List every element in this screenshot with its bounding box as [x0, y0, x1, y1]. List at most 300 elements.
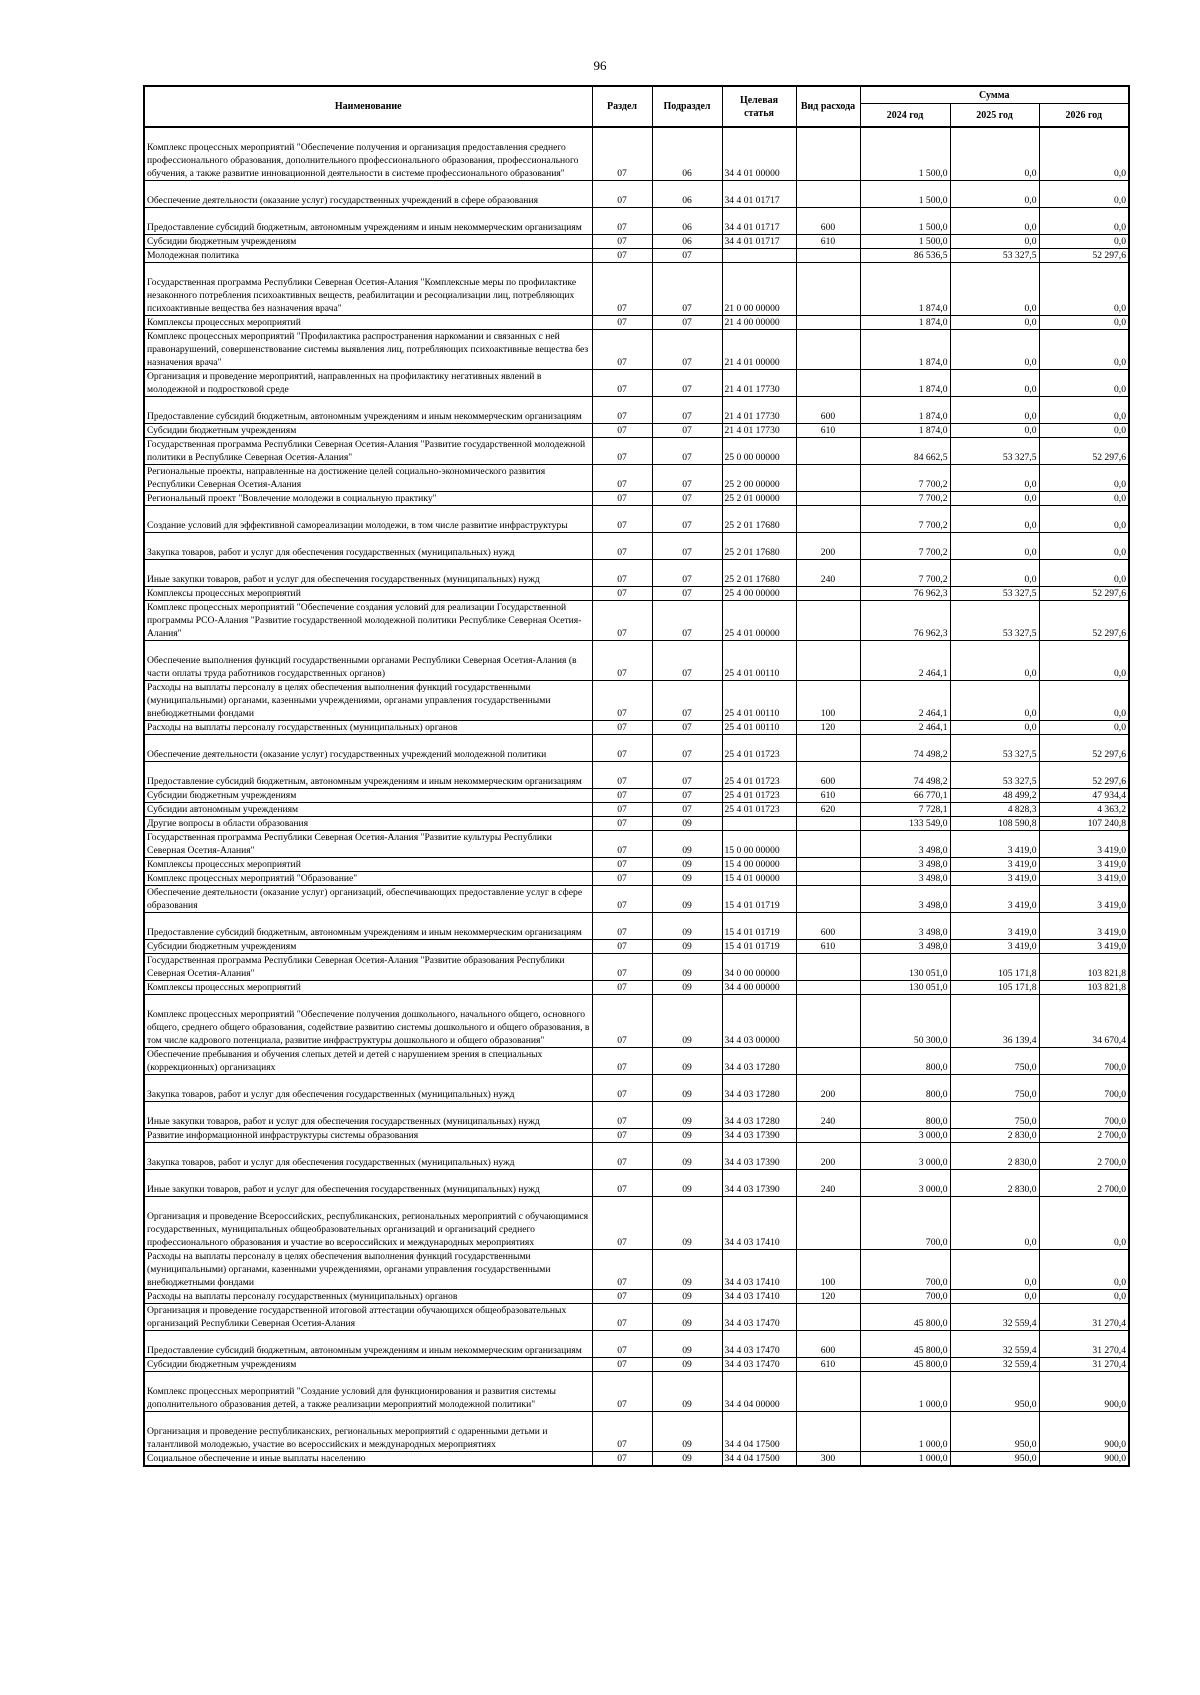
table-row [144, 423, 1129, 437]
row-name: Другие вопросы в области образования [144, 816, 592, 830]
table-row [144, 816, 1129, 830]
row-target-article: 34 4 03 00000 [722, 994, 796, 1047]
table-row [144, 1411, 1129, 1451]
row-sum-2024: 130 051,0 [860, 953, 950, 980]
row-subsection: 06 [652, 234, 722, 248]
table-row [144, 994, 1129, 1047]
table-row [144, 1074, 1129, 1101]
row-expense-type: 240 [796, 1101, 860, 1128]
row-sum-2026: 52 297,6 [1039, 734, 1129, 761]
row-target-article: 34 4 03 17390 [722, 1169, 796, 1196]
row-section: 07 [592, 734, 652, 761]
row-sum-2024: 2 464,1 [860, 680, 950, 720]
row-sum-2025: 0,0 [950, 532, 1039, 559]
row-sum-2024: 1 874,0 [860, 262, 950, 315]
row-name: Обеспечение деятельности (оказание услуг) организаций, обеспечивающих предоставление услуг в сфере образования [144, 885, 592, 912]
row-sum-2024: 700,0 [860, 1196, 950, 1249]
row-section: 07 [592, 532, 652, 559]
row-target-article: 25 4 01 00110 [722, 720, 796, 734]
table-row [144, 939, 1129, 953]
header-subsection: Подраздел [652, 86, 722, 127]
header-target-article: Целевая статья [722, 86, 796, 127]
row-expense-type: 240 [796, 559, 860, 586]
row-subsection: 07 [652, 734, 722, 761]
table-row [144, 885, 1129, 912]
table-row [144, 437, 1129, 464]
row-section: 07 [592, 1128, 652, 1142]
row-sum-2025: 2 830,0 [950, 1169, 1039, 1196]
row-sum-2024: 45 800,0 [860, 1303, 950, 1330]
row-sum-2025: 0,0 [950, 491, 1039, 505]
row-target-article: 34 4 01 00000 [722, 127, 796, 180]
row-sum-2026: 2 700,0 [1039, 1142, 1129, 1169]
row-section: 07 [592, 980, 652, 994]
row-name: Комплекс процессных мероприятий "Обеспечение получения дошкольного, начального общего, основного общего, среднего общего образования, содействие развитию системы дошкольного и общего образования, в том числе кадрового потенциала, развитие инфраструктуры дошкольного и общего образования" [144, 994, 592, 1047]
row-name: Социальное обеспечение и иные выплаты населению [144, 1451, 592, 1466]
row-expense-type [796, 369, 860, 396]
row-section: 07 [592, 1169, 652, 1196]
row-sum-2024: 1 874,0 [860, 369, 950, 396]
row-name: Закупка товаров, работ и услуг для обеспечения государственных (муниципальных) нужд [144, 1142, 592, 1169]
row-section: 07 [592, 912, 652, 939]
row-sum-2024: 3 498,0 [860, 871, 950, 885]
row-sum-2026: 700,0 [1039, 1101, 1129, 1128]
row-name: Комплексы процессных мероприятий [144, 315, 592, 329]
row-target-article: 34 4 03 17280 [722, 1101, 796, 1128]
row-sum-2025: 2 830,0 [950, 1142, 1039, 1169]
row-sum-2026: 0,0 [1039, 234, 1129, 248]
row-sum-2025: 0,0 [950, 1289, 1039, 1303]
row-sum-2026: 900,0 [1039, 1371, 1129, 1411]
row-target-article: 25 4 00 00000 [722, 586, 796, 600]
row-name: Закупка товаров, работ и услуг для обеспечения государственных (муниципальных) нужд [144, 1074, 592, 1101]
row-expense-type: 610 [796, 788, 860, 802]
table-row [144, 262, 1129, 315]
header-year-2025: 2025 год [950, 104, 1039, 128]
row-sum-2025: 0,0 [950, 262, 1039, 315]
row-sum-2025: 0,0 [950, 207, 1039, 234]
row-sum-2024: 700,0 [860, 1289, 950, 1303]
row-target-article: 25 2 01 17680 [722, 559, 796, 586]
budget-table [143, 85, 1130, 1467]
row-sum-2024: 1 500,0 [860, 127, 950, 180]
row-section: 07 [592, 437, 652, 464]
row-name: Закупка товаров, работ и услуг для обеспечения государственных (муниципальных) нужд [144, 532, 592, 559]
table-row [144, 802, 1129, 816]
row-sum-2025: 3 419,0 [950, 912, 1039, 939]
row-expense-type: 610 [796, 1357, 860, 1371]
table-row [144, 1330, 1129, 1357]
row-name: Комплекс процессных мероприятий "Обеспечение получения и организация предоставления среднего профессионального образования, дополнительного профессионального образования, профессионального обучения, а также развитие инновационной деятельности в системе профессионального образования" [144, 127, 592, 180]
row-section: 07 [592, 1074, 652, 1101]
row-name: Региональный проект "Вовлечение молодежи в социальную практику" [144, 491, 592, 505]
row-section: 07 [592, 315, 652, 329]
row-sum-2025: 0,0 [950, 1249, 1039, 1289]
row-name: Предоставление субсидий бюджетным, автономным учреждениям и иным некоммерческим организациям [144, 396, 592, 423]
row-expense-type: 300 [796, 1451, 860, 1466]
row-sum-2025: 53 327,5 [950, 437, 1039, 464]
row-name: Обеспечение деятельности (оказание услуг) государственных учреждений молодежной политики [144, 734, 592, 761]
row-expense-type: 120 [796, 1289, 860, 1303]
row-target-article: 34 4 03 17410 [722, 1196, 796, 1249]
row-sum-2026: 0,0 [1039, 329, 1129, 369]
row-subsection: 09 [652, 980, 722, 994]
row-sum-2026: 0,0 [1039, 423, 1129, 437]
row-name: Развитие информационной инфраструктуры системы образования [144, 1128, 592, 1142]
row-subsection: 09 [652, 1289, 722, 1303]
row-sum-2025: 3 419,0 [950, 871, 1039, 885]
row-section: 07 [592, 127, 652, 180]
row-sum-2025: 53 327,5 [950, 248, 1039, 262]
row-subsection: 09 [652, 1101, 722, 1128]
table-row [144, 180, 1129, 207]
row-sum-2026: 0,0 [1039, 127, 1129, 180]
row-expense-type [796, 816, 860, 830]
row-target-article: 15 4 00 00000 [722, 857, 796, 871]
table-row [144, 1128, 1129, 1142]
row-name: Расходы на выплаты персоналу государственных (муниципальных) органов [144, 1289, 592, 1303]
row-subsection: 09 [652, 939, 722, 953]
row-sum-2024: 74 498,2 [860, 734, 950, 761]
row-subsection: 09 [652, 1451, 722, 1466]
row-name: Субсидии бюджетным учреждениям [144, 939, 592, 953]
row-sum-2026: 0,0 [1039, 1249, 1129, 1289]
row-expense-type [796, 640, 860, 680]
table-row [144, 1196, 1129, 1249]
row-name: Комплекс процессных мероприятий "Создание условий для функционирования и развития системы дополнительного образования детей, а также реализации мероприятий молодежной политики" [144, 1371, 592, 1411]
table-row [144, 1047, 1129, 1074]
row-section: 07 [592, 586, 652, 600]
row-sum-2026: 4 363,2 [1039, 802, 1129, 816]
row-sum-2026: 0,0 [1039, 680, 1129, 720]
row-sum-2024: 1 874,0 [860, 315, 950, 329]
row-section: 07 [592, 369, 652, 396]
row-sum-2024: 1 874,0 [860, 329, 950, 369]
row-subsection: 09 [652, 1411, 722, 1451]
row-sum-2026: 47 934,4 [1039, 788, 1129, 802]
row-sum-2025: 0,0 [950, 559, 1039, 586]
row-section: 07 [592, 1196, 652, 1249]
row-sum-2026: 0,0 [1039, 491, 1129, 505]
row-sum-2026: 0,0 [1039, 369, 1129, 396]
row-name: Молодежная политика [144, 248, 592, 262]
row-target-article: 25 4 01 00110 [722, 640, 796, 680]
row-expense-type [796, 830, 860, 857]
header-section: Раздел [592, 86, 652, 127]
row-sum-2025: 0,0 [950, 329, 1039, 369]
row-sum-2026: 3 419,0 [1039, 912, 1129, 939]
row-sum-2026: 0,0 [1039, 505, 1129, 532]
row-subsection: 09 [652, 953, 722, 980]
table-row [144, 761, 1129, 788]
row-expense-type [796, 871, 860, 885]
row-sum-2025: 53 327,5 [950, 734, 1039, 761]
row-expense-type [796, 1411, 860, 1451]
row-subsection: 09 [652, 885, 722, 912]
row-subsection: 07 [652, 559, 722, 586]
table-row [144, 980, 1129, 994]
row-subsection: 09 [652, 1074, 722, 1101]
row-section: 07 [592, 464, 652, 491]
row-target-article: 34 4 03 17280 [722, 1047, 796, 1074]
row-target-article: 15 4 01 01719 [722, 912, 796, 939]
row-sum-2026: 0,0 [1039, 532, 1129, 559]
row-subsection: 07 [652, 315, 722, 329]
row-sum-2026: 0,0 [1039, 640, 1129, 680]
table-row [144, 1371, 1129, 1411]
row-section: 07 [592, 640, 652, 680]
row-sum-2026: 3 419,0 [1039, 871, 1129, 885]
row-target-article: 34 4 03 17280 [722, 1074, 796, 1101]
row-sum-2024: 2 464,1 [860, 640, 950, 680]
row-section: 07 [592, 939, 652, 953]
row-subsection: 09 [652, 857, 722, 871]
row-subsection: 07 [652, 491, 722, 505]
row-expense-type [796, 586, 860, 600]
row-sum-2024: 45 800,0 [860, 1330, 950, 1357]
row-sum-2026: 0,0 [1039, 559, 1129, 586]
row-name: Обеспечение пребывания и обучения слепых детей и детей с нарушением зрения в специальных (коррекционных) организациях [144, 1047, 592, 1074]
row-section: 07 [592, 1411, 652, 1451]
row-section: 07 [592, 505, 652, 532]
row-target-article [722, 248, 796, 262]
row-name: Государственная программа Республики Северная Осетия-Алания "Комплексные меры по профилактике незаконного потребления психоактивных веществ, реабилитации и ресоциализации лиц, потребляющих психоактивные вещества без назначения врача" [144, 262, 592, 315]
row-sum-2025: 0,0 [950, 396, 1039, 423]
row-sum-2025: 3 419,0 [950, 885, 1039, 912]
row-expense-type [796, 1196, 860, 1249]
row-section: 07 [592, 248, 652, 262]
row-subsection: 07 [652, 586, 722, 600]
row-sum-2026: 52 297,6 [1039, 761, 1129, 788]
row-name: Государственная программа Республики Северная Осетия-Алания "Развитие государственной молодежной политики в Республике Северная Осетия-Алания" [144, 437, 592, 464]
row-sum-2024: 7 700,2 [860, 532, 950, 559]
row-name: Субсидии бюджетным учреждениям [144, 788, 592, 802]
row-sum-2026: 3 419,0 [1039, 857, 1129, 871]
row-name: Обеспечение выполнения функций государственными органами Республики Северная Осетия-Алания (в части оплаты труда работников государственных органов) [144, 640, 592, 680]
row-subsection: 09 [652, 830, 722, 857]
row-sum-2026: 700,0 [1039, 1047, 1129, 1074]
row-subsection: 09 [652, 1047, 722, 1074]
table-row [144, 912, 1129, 939]
row-name: Организация и проведение республиканских, региональных мероприятий с одаренными детьми и талантливой молодежью, участие во всероссийских и международных мероприятиях [144, 1411, 592, 1451]
row-sum-2026: 0,0 [1039, 180, 1129, 207]
row-section: 07 [592, 491, 652, 505]
table-row [144, 396, 1129, 423]
row-sum-2026: 3 419,0 [1039, 939, 1129, 953]
row-sum-2025: 0,0 [950, 505, 1039, 532]
table-row [144, 532, 1129, 559]
row-name: Предоставление субсидий бюджетным, автономным учреждениям и иным некоммерческим организациям [144, 761, 592, 788]
table-row [144, 586, 1129, 600]
table-row [144, 1249, 1129, 1289]
row-target-article: 21 4 00 00000 [722, 315, 796, 329]
row-sum-2025: 0,0 [950, 369, 1039, 396]
row-section: 07 [592, 1249, 652, 1289]
row-sum-2025: 53 327,5 [950, 586, 1039, 600]
row-target-article: 15 4 01 01719 [722, 885, 796, 912]
header-sum: Сумма [860, 86, 1129, 104]
row-name: Предоставление субсидий бюджетным, автономным учреждениям и иным некоммерческим организациям [144, 1330, 592, 1357]
row-subsection: 07 [652, 505, 722, 532]
row-sum-2024: 800,0 [860, 1074, 950, 1101]
row-sum-2025: 750,0 [950, 1074, 1039, 1101]
row-subsection: 09 [652, 816, 722, 830]
row-name: Государственная программа Республики Северная Осетия-Алания "Развитие образования Республики Северная Осетия-Алания" [144, 953, 592, 980]
row-target-article: 21 4 01 00000 [722, 329, 796, 369]
row-sum-2026: 34 670,4 [1039, 994, 1129, 1047]
row-name: Расходы на выплаты персоналу в целях обеспечения выполнения функций государственными (муниципальными) органами, казенными учреждениями, органами управления государственными внебюджетными фондами [144, 680, 592, 720]
row-sum-2026: 700,0 [1039, 1074, 1129, 1101]
row-target-article: 34 4 00 00000 [722, 980, 796, 994]
table-row [144, 1169, 1129, 1196]
row-section: 07 [592, 1451, 652, 1466]
row-sum-2026: 900,0 [1039, 1451, 1129, 1466]
row-name: Субсидии бюджетным учреждениям [144, 234, 592, 248]
row-target-article: 34 4 03 17470 [722, 1330, 796, 1357]
row-subsection: 07 [652, 262, 722, 315]
row-section: 07 [592, 1330, 652, 1357]
row-section: 07 [592, 262, 652, 315]
row-subsection: 07 [652, 600, 722, 640]
table-row [144, 871, 1129, 885]
row-subsection: 09 [652, 1330, 722, 1357]
row-sum-2026: 3 419,0 [1039, 885, 1129, 912]
row-sum-2025: 32 559,4 [950, 1330, 1039, 1357]
row-sum-2025: 0,0 [950, 234, 1039, 248]
row-subsection: 09 [652, 1128, 722, 1142]
header-year-2026: 2026 год [1039, 104, 1129, 128]
row-target-article: 34 4 04 17500 [722, 1411, 796, 1451]
table-row [144, 953, 1129, 980]
row-section: 07 [592, 423, 652, 437]
row-expense-type [796, 1047, 860, 1074]
row-target-article: 15 0 00 00000 [722, 830, 796, 857]
row-section: 07 [592, 1047, 652, 1074]
table-row [144, 559, 1129, 586]
row-sum-2025: 0,0 [950, 1196, 1039, 1249]
row-expense-type: 240 [796, 1169, 860, 1196]
row-sum-2025: 36 139,4 [950, 994, 1039, 1047]
row-subsection: 06 [652, 180, 722, 207]
row-section: 07 [592, 871, 652, 885]
row-subsection: 07 [652, 640, 722, 680]
row-section: 07 [592, 1142, 652, 1169]
table-row [144, 734, 1129, 761]
row-sum-2025: 0,0 [950, 423, 1039, 437]
row-target-article: 25 2 01 17680 [722, 505, 796, 532]
row-sum-2025: 3 419,0 [950, 830, 1039, 857]
row-section: 07 [592, 1289, 652, 1303]
row-expense-type [796, 953, 860, 980]
row-sum-2024: 7 700,2 [860, 559, 950, 586]
row-section: 07 [592, 802, 652, 816]
row-name: Субсидии автономным учреждениям [144, 802, 592, 816]
row-subsection: 06 [652, 207, 722, 234]
row-sum-2025: 32 559,4 [950, 1303, 1039, 1330]
row-expense-type: 200 [796, 532, 860, 559]
row-sum-2024: 1 874,0 [860, 396, 950, 423]
row-sum-2026: 0,0 [1039, 207, 1129, 234]
row-expense-type: 100 [796, 680, 860, 720]
row-sum-2024: 130 051,0 [860, 980, 950, 994]
row-name: Субсидии бюджетным учреждениям [144, 423, 592, 437]
row-expense-type: 100 [796, 1249, 860, 1289]
row-subsection: 07 [652, 464, 722, 491]
row-subsection: 09 [652, 1169, 722, 1196]
row-sum-2026: 103 821,8 [1039, 953, 1129, 980]
row-name: Организация и проведение мероприятий, направленных на профилактику негативных явлений в молодежной и подростковой среде [144, 369, 592, 396]
row-subsection: 07 [652, 423, 722, 437]
row-sum-2024: 800,0 [860, 1047, 950, 1074]
row-expense-type [796, 464, 860, 491]
row-section: 07 [592, 234, 652, 248]
row-sum-2024: 1 500,0 [860, 207, 950, 234]
row-subsection: 07 [652, 248, 722, 262]
row-target-article: 21 0 00 00000 [722, 262, 796, 315]
page-number: 96 [593, 58, 607, 73]
row-sum-2025: 950,0 [950, 1451, 1039, 1466]
row-expense-type [796, 734, 860, 761]
budget-table-body [144, 127, 1129, 1466]
row-expense-type: 600 [796, 207, 860, 234]
table-row [144, 234, 1129, 248]
row-sum-2026: 0,0 [1039, 464, 1129, 491]
table-row [144, 857, 1129, 871]
row-name: Предоставление субсидий бюджетным, автономным учреждениям и иным некоммерческим организациям [144, 207, 592, 234]
table-row [144, 207, 1129, 234]
row-expense-type [796, 329, 860, 369]
table-row [144, 1142, 1129, 1169]
row-subsection: 09 [652, 1249, 722, 1289]
row-subsection: 07 [652, 369, 722, 396]
row-sum-2026: 52 297,6 [1039, 248, 1129, 262]
row-sum-2024: 7 728,1 [860, 802, 950, 816]
row-sum-2024: 3 000,0 [860, 1128, 950, 1142]
row-expense-type [796, 437, 860, 464]
row-name: Организация и проведение Всероссийских, республиканских, региональных мероприятий с обучающимися государственных, муниципальных общеобразовательных организаций и организаций среднего профессионального образования и участие во всероссийских и международных мероприятиях [144, 1196, 592, 1249]
row-sum-2025: 53 327,5 [950, 761, 1039, 788]
row-target-article: 25 2 01 17680 [722, 532, 796, 559]
row-sum-2026: 2 700,0 [1039, 1169, 1129, 1196]
row-target-article: 21 4 01 17730 [722, 396, 796, 423]
row-expense-type [796, 180, 860, 207]
row-sum-2026: 0,0 [1039, 720, 1129, 734]
row-expense-type [796, 885, 860, 912]
row-target-article: 34 4 03 17470 [722, 1357, 796, 1371]
row-section: 07 [592, 720, 652, 734]
row-target-article: 15 4 01 00000 [722, 871, 796, 885]
row-sum-2024: 3 498,0 [860, 857, 950, 871]
row-name: Иные закупки товаров, работ и услуг для обеспечения государственных (муниципальных) нужд [144, 1101, 592, 1128]
row-sum-2024: 76 962,3 [860, 600, 950, 640]
row-expense-type: 610 [796, 423, 860, 437]
row-target-article: 25 4 01 01723 [722, 761, 796, 788]
row-name: Иные закупки товаров, работ и услуг для обеспечения государственных (муниципальных) нужд [144, 1169, 592, 1196]
row-sum-2025: 950,0 [950, 1411, 1039, 1451]
row-target-article: 25 4 01 01723 [722, 734, 796, 761]
row-expense-type: 600 [796, 912, 860, 939]
row-subsection: 07 [652, 720, 722, 734]
row-target-article: 34 4 03 17410 [722, 1249, 796, 1289]
table-row [144, 315, 1129, 329]
row-subsection: 09 [652, 994, 722, 1047]
header-expense-type: Вид расхода [796, 86, 860, 127]
row-section: 07 [592, 857, 652, 871]
row-name: Расходы на выплаты персоналу в целях обеспечения выполнения функций государственными (муниципальными) органами, казенными учреждениями, органами управления государственными внебюджетными фондами [144, 1249, 592, 1289]
row-subsection: 07 [652, 680, 722, 720]
row-section: 07 [592, 207, 652, 234]
row-sum-2026: 31 270,4 [1039, 1330, 1129, 1357]
